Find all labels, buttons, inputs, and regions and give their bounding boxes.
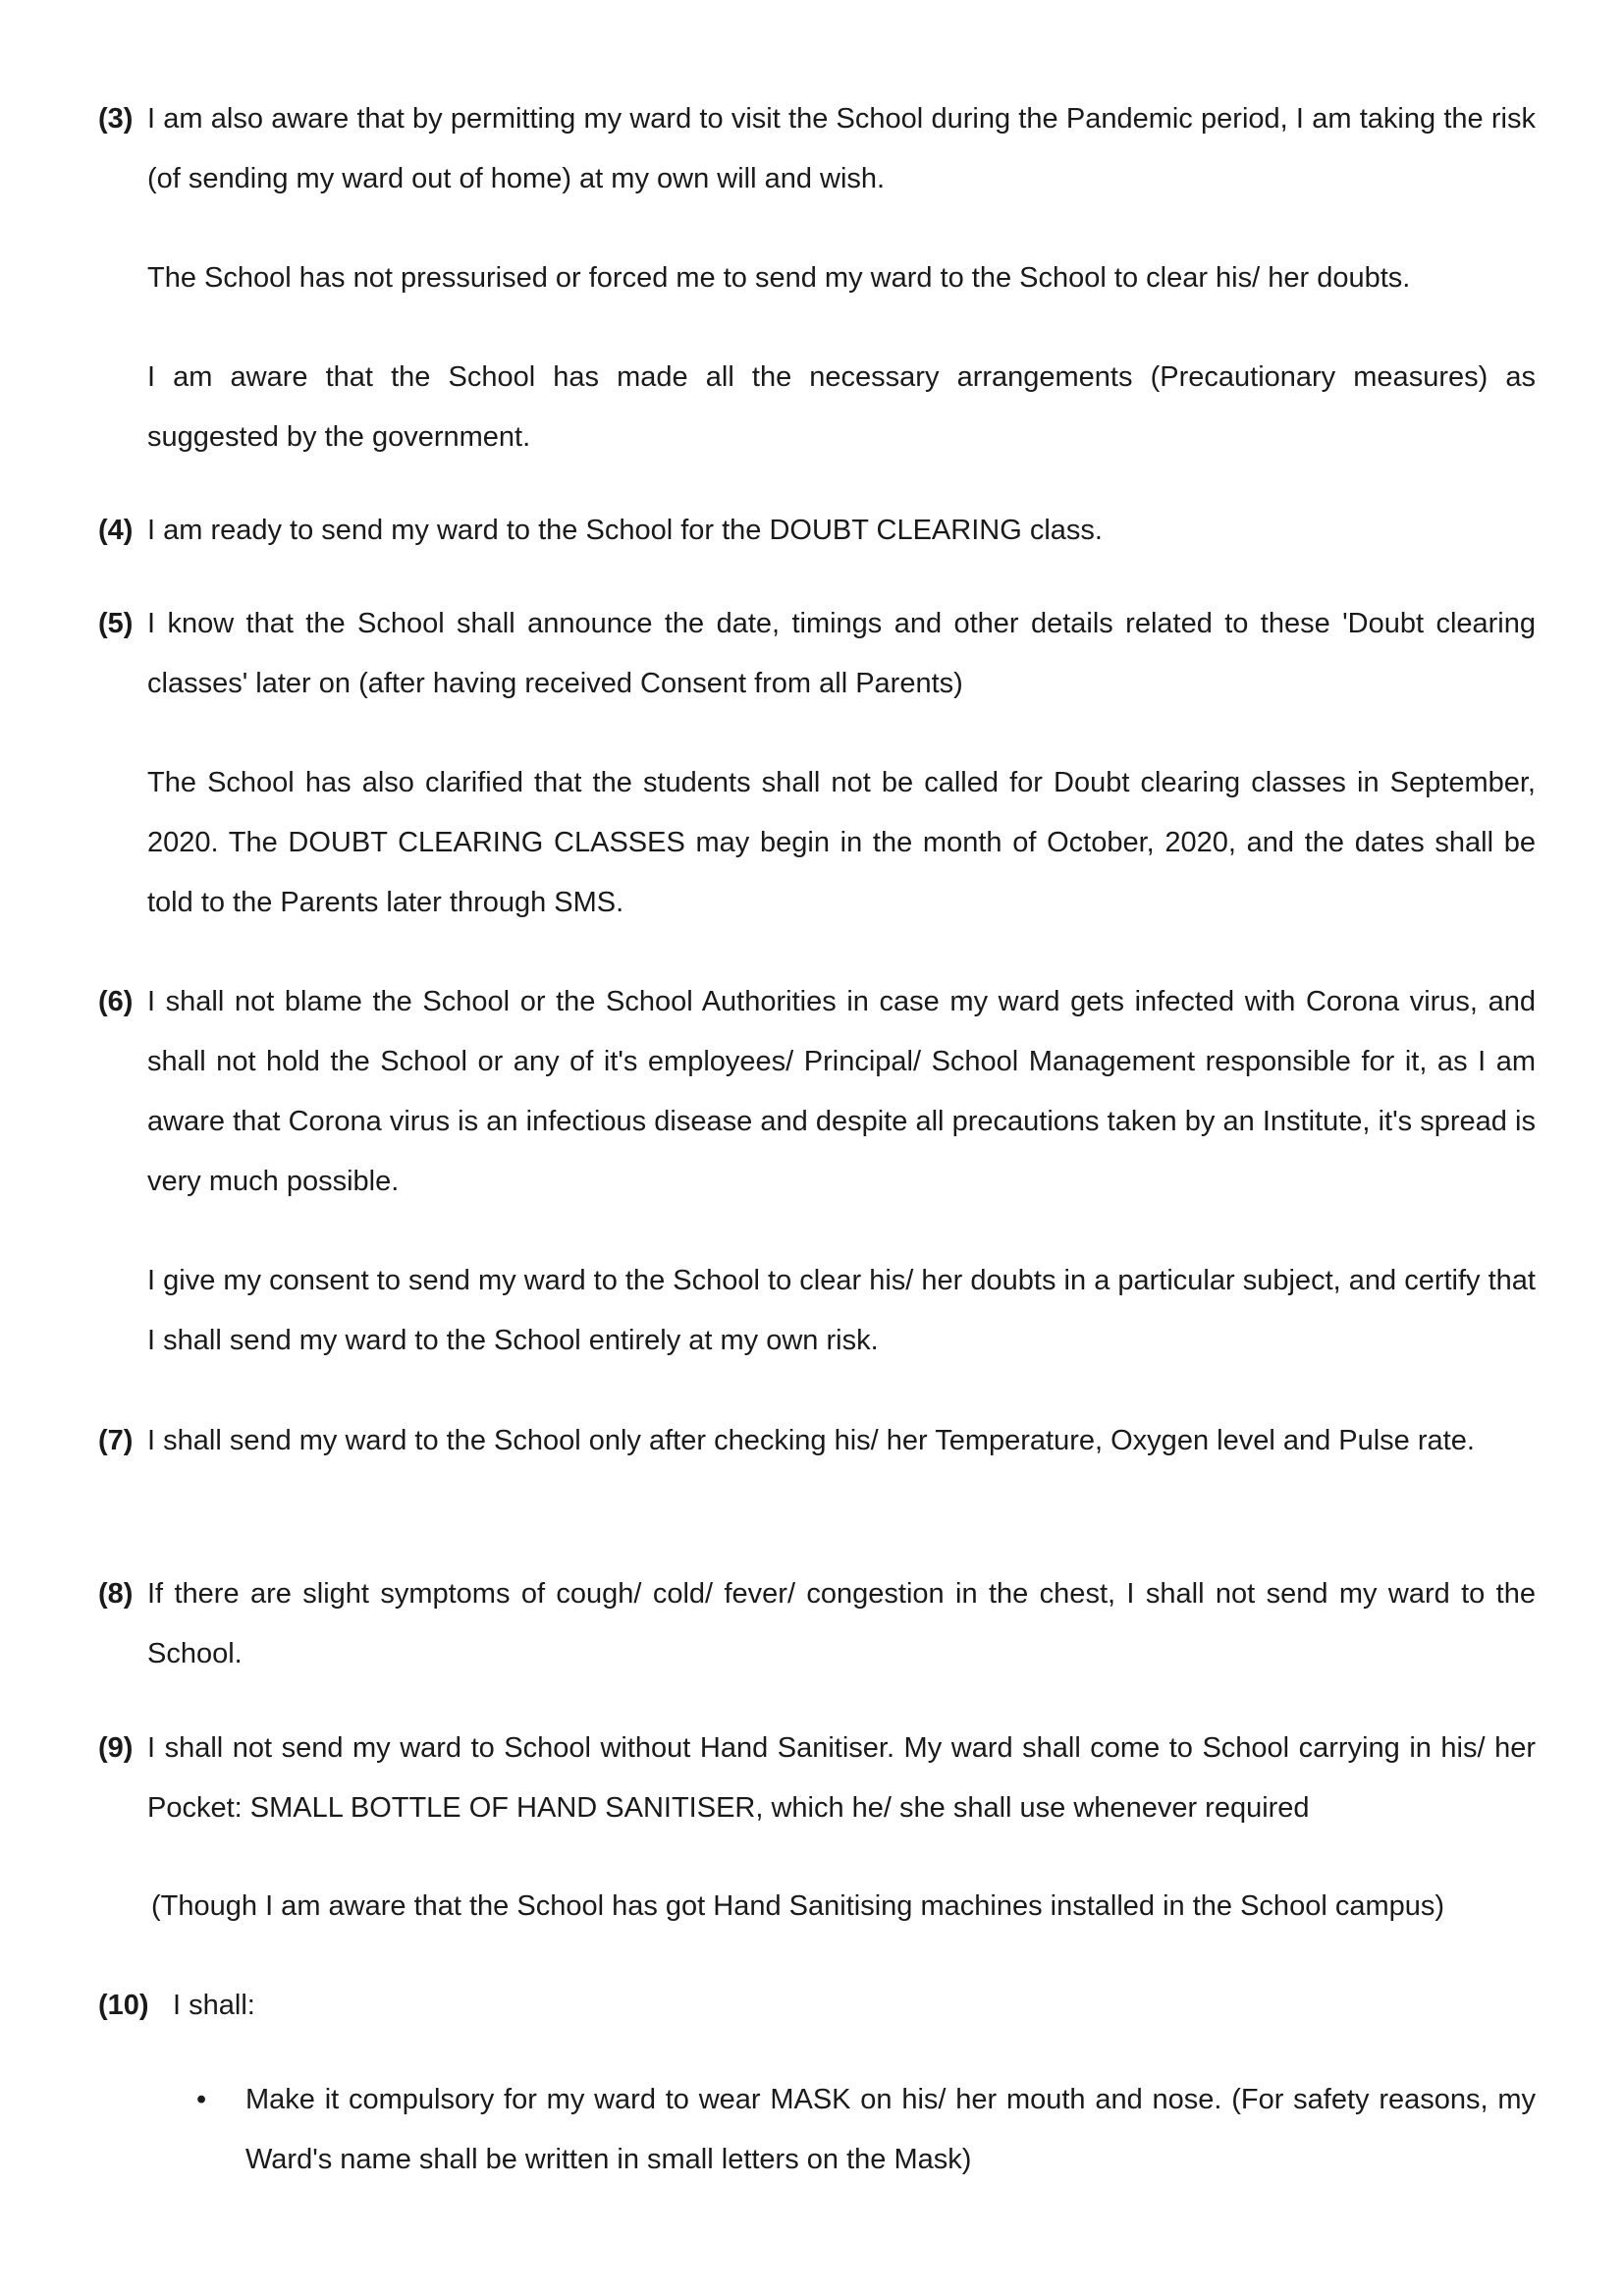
clause-number: (7) [98, 1425, 134, 1456]
clause-text: I shall send my ward to the School only after checking his/ her Temperature, Oxygen level and Pulse rate. [147, 1425, 1475, 1456]
list-item: Make it compulsory for my ward to wear MASK on his/ her mouth and nose. (For safety reasons, my Ward's name shall be written in small letters on the Mask) [245, 2084, 1536, 2175]
clause-subparagraph: (Though I am aware that the School has got Hand Sanitising machines installed in the School campus) [151, 1890, 1445, 1922]
clause-text: I am ready to send my ward to the School for the DOUBT CLEARING class. [147, 515, 1103, 546]
bullet-icon: • [196, 2084, 207, 2115]
clause-number: (8) [98, 1578, 134, 1610]
clause-subparagraph: I am aware that the School has made all the necessary arrangements (Precautionary measures) as suggested by the government. [147, 361, 1536, 453]
clause-subparagraph: I give my consent to send my ward to the School to clear his/ her doubts in a particular subject, and certify that I shall send my ward to the School entirely at my own risk. [147, 1265, 1536, 1356]
clause-number: (5) [98, 608, 134, 639]
clause-text: I know that the School shall announce the date, timings and other details related to these 'Doubt clearing classes' later on (after having received Consent from all Parents) [147, 608, 1536, 699]
clause-text: If there are slight symptoms of cough/ cold/ fever/ congestion in the chest, I shall not send my ward to the School. [147, 1578, 1536, 1669]
clause-text: I shall: [173, 1990, 255, 2021]
clause-number: (6) [98, 986, 134, 1017]
clause-text: I shall not send my ward to School without Hand Sanitiser. My ward shall come to School carrying in his/ her Pocket: SMALL BOTTLE OF HAND SANITISER, which he/ she shall use whenever required [147, 1732, 1536, 1824]
clause-number: (9) [98, 1732, 134, 1764]
clause-subparagraph: The School has also clarified that the students shall not be called for Doubt clearing classes in September, 2020. The DOUBT CLEARING CLASSES may begin in the month of October, 2020, and the dates shall be told to the Parents later through SMS. [147, 767, 1536, 918]
clause-number: (10) [98, 1990, 149, 2021]
clause-text: I am also aware that by permitting my ward to visit the School during the Pandemic period, I am taking the risk (of sending my ward out of home) at my own will and wish. [147, 103, 1536, 194]
clause-text: I shall not blame the School or the School Authorities in case my ward gets infected with Corona virus, and shall not hold the School or any of it's employees/ Principal/ School Management responsible for it, as I am aware that Corona virus is an infectious disease and despite all precautions taken by an Institute, it's spread is very much possible. [147, 986, 1536, 1197]
clause-subparagraph: The School has not pressurised or forced me to send my ward to the School to clear his/ her doubts. [147, 262, 1411, 294]
clause-number: (4) [98, 515, 134, 546]
clause-number: (3) [98, 103, 134, 135]
